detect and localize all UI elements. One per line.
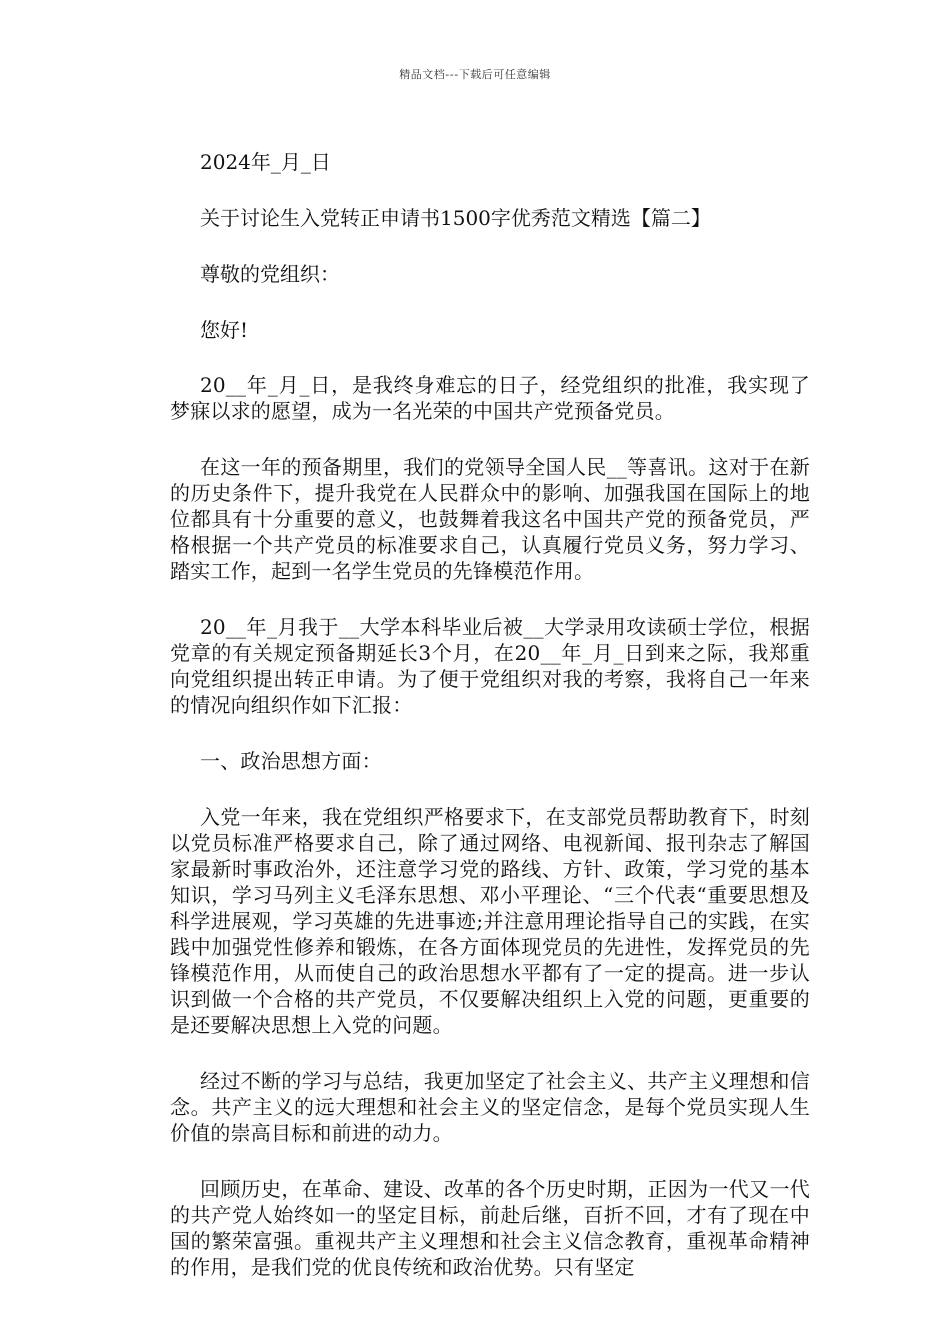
paragraph-3: 20__年_月我于__大学本科毕业后被__大学录用攻读硕士学位，根据党章的有关规定预备期延长3个月，在20__年_月_日到来之际，我郑重向党组织提出转正申请。为了便于党组织对我的考察，我将自己一年来的情况向组织作如下汇报：: [170, 615, 810, 717]
document-title: 关于讨论生入党转正申请书1500字优秀范文精选【篇二】: [200, 206, 711, 230]
salutation: 尊敬的党组织：: [200, 262, 340, 286]
date-line: 2024年_月_日: [200, 150, 331, 174]
paragraph-2: 在这一年的预备期里，我们的党领导全国人民__等喜讯。这对于在新的历史条件下，提升我党在人民群众中的影响、加强我国在国际上的地位都具有十分重要的意义，也鼓舞着我这名中国共产党的预备党员，严格根据一个共产党员的标准要求自己，认真履行党员义务，努力学习、踏实工作，起到一名学生党员的先锋模范作用。: [170, 455, 810, 583]
section-heading-political: 一、政治思想方面：: [200, 749, 382, 773]
paragraph-5: 经过不断的学习与总结，我更加坚定了社会主义、共产主义理想和信念。共产主义的远大理想和社会主义的坚定信念，是每个党员实现人生价值的崇高目标和前进的动力。: [170, 1069, 810, 1145]
document-body: [170, 148, 810, 1310]
paragraph-4: 入党一年来，我在党组织严格要求下，在支部党员帮助教育下，时刻以党员标准严格要求自己，除了通过网络、电视新闻、报刊杂志了解国家最新时事政治外，还注意学习党的路线、方针、政策，学习党的基本知识，学习马列主义毛泽东思想、邓小平理论、“三个代表“重要思想及科学进展观，学习英雄的先进事迹;并注意用理论指导自己的实践，在实践中加强党性修养和锻炼，在各方面体现党员的先进性，发挥党员的先锋模范作用，从而使自己的政治思想水平都有了一定的提高。进一步认识到做一个合格的共产党员，不仅要解决组织上入党的问题，更重要的是还要解决思想上入党的问题。: [170, 805, 810, 1037]
page-header: 精品文档---下载后可任意编辑: [399, 68, 551, 81]
paragraph-1: 20__年_月_日，是我终身难忘的日子，经党组织的批准，我实现了梦寐以求的愿望，成为一名光荣的中国共产党预备党员。: [170, 373, 810, 423]
greeting: 您好!: [200, 318, 249, 342]
paragraph-6: 回顾历史，在革命、建设、改革的各个历史时期，正因为一代又一代的共产党人始终如一的坚定目标，前赴后继，百折不回，才有了现在中国的繁荣富强。重视共产主义理想和社会主义信念教育，重视革命精神的作用，是我们党的优良传统和政治优势。只有坚定: [170, 1177, 810, 1279]
